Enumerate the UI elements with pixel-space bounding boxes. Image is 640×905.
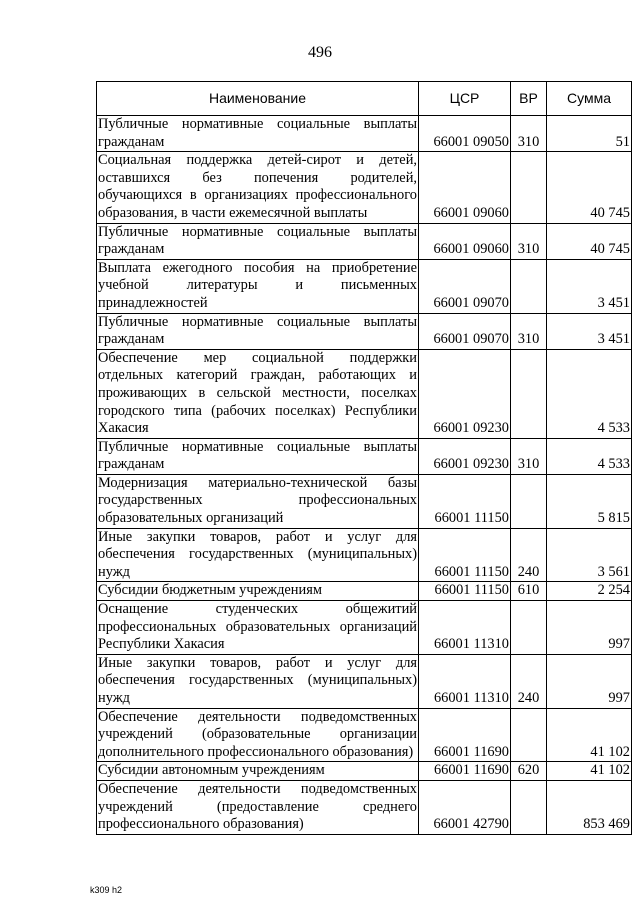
- table-row: [97, 116, 632, 152]
- row-name-cell: Публичные нормативные социальные выплаты гражданам: [97, 116, 419, 152]
- row-csr-cell: 66001 09070: [419, 259, 511, 313]
- table-row: [97, 654, 632, 708]
- row-vr-cell: 240: [511, 528, 547, 582]
- row-name-cell: Обеспечение деятельности подведомственных учреждений (предоставление среднего профессионального образования): [97, 780, 419, 834]
- table-row: [97, 349, 632, 438]
- row-vr-cell: [511, 259, 547, 313]
- row-vr-cell: 620: [511, 762, 547, 781]
- budget-table: [96, 81, 632, 835]
- row-sum-cell: 4 533: [547, 438, 632, 474]
- row-sum-cell: 3 561: [547, 528, 632, 582]
- row-name-cell: Обеспечение деятельности подведомственных учреждений (образовательные организации дополнительного профессионального образования): [97, 708, 419, 762]
- row-csr-cell: 66001 09060: [419, 152, 511, 223]
- table-row: [97, 528, 632, 582]
- row-name-cell: Обеспечение мер социальной поддержки отдельных категорий граждан, работающих и проживающих в сельской местности, поселках городского типа (рабочих поселках) Республики Хакасия: [97, 349, 419, 438]
- row-sum-cell: 997: [547, 654, 632, 708]
- row-csr-cell: 66001 11310: [419, 654, 511, 708]
- row-csr-cell: 66001 09230: [419, 349, 511, 438]
- row-csr-cell: 66001 11690: [419, 708, 511, 762]
- row-csr-cell: 66001 09060: [419, 223, 511, 259]
- header-vr: ВР: [511, 82, 547, 116]
- row-sum-cell: 997: [547, 601, 632, 655]
- row-csr-cell: 66001 11310: [419, 601, 511, 655]
- row-csr-cell: 66001 11150: [419, 582, 511, 601]
- row-vr-cell: 310: [511, 223, 547, 259]
- header-sum: Сумма: [547, 82, 632, 116]
- row-vr-cell: 610: [511, 582, 547, 601]
- row-vr-cell: [511, 152, 547, 223]
- row-vr-cell: 240: [511, 654, 547, 708]
- row-name-cell: Оснащение студенческих общежитий профессиональных образовательных организаций Республики Хакасия: [97, 601, 419, 655]
- table-row: [97, 601, 632, 655]
- row-sum-cell: 40 745: [547, 152, 632, 223]
- footer-code: k309 h2: [90, 885, 123, 895]
- table-row: [97, 313, 632, 349]
- row-sum-cell: 41 102: [547, 708, 632, 762]
- row-csr-cell: 66001 09070: [419, 313, 511, 349]
- row-vr-cell: [511, 349, 547, 438]
- table-body: [97, 116, 632, 835]
- row-name-cell: Публичные нормативные социальные выплаты гражданам: [97, 223, 419, 259]
- table-row: [97, 780, 632, 834]
- row-name-cell: Публичные нормативные социальные выплаты гражданам: [97, 313, 419, 349]
- row-name-cell: Публичные нормативные социальные выплаты гражданам: [97, 438, 419, 474]
- row-vr-cell: 310: [511, 116, 547, 152]
- row-sum-cell: 5 815: [547, 474, 632, 528]
- page-number: 496: [308, 44, 332, 61]
- row-vr-cell: [511, 780, 547, 834]
- row-vr-cell: [511, 708, 547, 762]
- row-sum-cell: 4 533: [547, 349, 632, 438]
- row-sum-cell: 3 451: [547, 259, 632, 313]
- table-row: [97, 223, 632, 259]
- row-csr-cell: 66001 42790: [419, 780, 511, 834]
- row-csr-cell: 66001 11150: [419, 474, 511, 528]
- row-sum-cell: 51: [547, 116, 632, 152]
- row-name-cell: Иные закупки товаров, работ и услуг для обеспечения государственных (муниципальных) нужд: [97, 654, 419, 708]
- header-csr: ЦСР: [419, 82, 511, 116]
- row-csr-cell: 66001 11690: [419, 762, 511, 781]
- table-row: [97, 708, 632, 762]
- table-header-row: [97, 82, 632, 116]
- table-row: [97, 762, 632, 781]
- row-name-cell: Субсидии бюджетным учреждениям: [97, 582, 419, 601]
- row-name-cell: Выплата ежегодного пособия на приобретение учебной литературы и письменных принадлежностей: [97, 259, 419, 313]
- row-name-cell: Субсидии автономным учреждениям: [97, 762, 419, 781]
- table-row: [97, 582, 632, 601]
- table-row: [97, 438, 632, 474]
- row-csr-cell: 66001 11150: [419, 528, 511, 582]
- table-row: [97, 474, 632, 528]
- row-name-cell: Модернизация материально-технической базы государственных профессиональных образовательных организаций: [97, 474, 419, 528]
- row-sum-cell: 41 102: [547, 762, 632, 781]
- row-vr-cell: [511, 601, 547, 655]
- row-sum-cell: 3 451: [547, 313, 632, 349]
- row-sum-cell: 2 254: [547, 582, 632, 601]
- row-sum-cell: 40 745: [547, 223, 632, 259]
- table-row: [97, 152, 632, 223]
- row-csr-cell: 66001 09050: [419, 116, 511, 152]
- row-name-cell: Иные закупки товаров, работ и услуг для обеспечения государственных (муниципальных) нужд: [97, 528, 419, 582]
- row-vr-cell: 310: [511, 438, 547, 474]
- row-sum-cell: 853 469: [547, 780, 632, 834]
- table-row: [97, 259, 632, 313]
- row-name-cell: Социальная поддержка детей-сирот и детей, оставшихся без попечения родителей, обучающихся в организациях профессионального образования, в части ежемесячной выплаты: [97, 152, 419, 223]
- row-csr-cell: 66001 09230: [419, 438, 511, 474]
- row-vr-cell: [511, 474, 547, 528]
- row-vr-cell: 310: [511, 313, 547, 349]
- header-name: Наименование: [97, 82, 419, 116]
